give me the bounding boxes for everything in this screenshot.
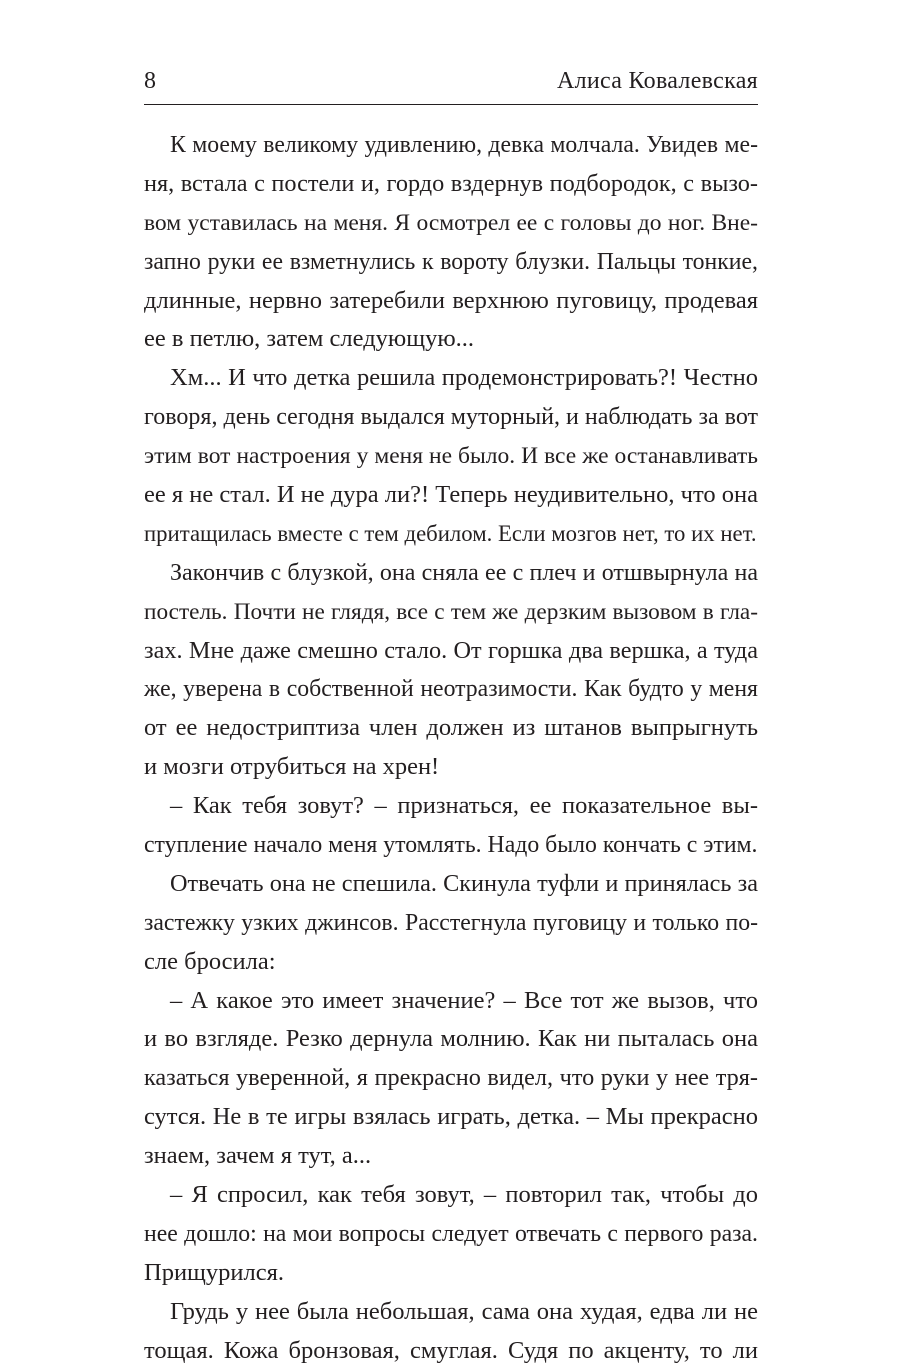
text-line: говоря, день сегодня выдался муторный, и наблюдать за вот bbox=[144, 404, 758, 431]
text-line: этим вот настроения у меня не было. И все же останавливать bbox=[144, 443, 758, 470]
text-line: Грудь у нее была небольшая, сама она худая, едва ли не bbox=[170, 1297, 758, 1325]
text-line: ня, встала с постели и, гордо вздернув подбородок, с вызо- bbox=[144, 169, 758, 197]
text-line: от ее недостриптиза член должен из штанов выпрыгнуть bbox=[144, 714, 758, 742]
text-line: ее в петлю, затем следующую... bbox=[144, 325, 475, 353]
text-line: К моему великому удивлению, девка молчала. Увидев ме- bbox=[170, 132, 758, 158]
text-line: зах. Мне даже смешно стало. От горшка два вершка, а туда bbox=[144, 636, 758, 664]
text-line: запно руки ее взметнулись к вороту блузки. Пальцы тонкие, bbox=[144, 248, 758, 275]
text-line: Хм... И что детка решила продемонстрировать?! Честно bbox=[170, 364, 758, 392]
text-line: казаться уверенной, я прекрасно видел, что руки у нее тря- bbox=[144, 1064, 758, 1092]
page-header bbox=[144, 66, 758, 102]
text-line: вом уставилась на меня. Я осмотрел ее с головы до ног. Вне- bbox=[144, 209, 758, 236]
text-line: сутся. Не в те игры взялась играть, детка. – Мы прекрасно bbox=[144, 1103, 758, 1131]
text-line: – А какое это имеет значение? – Все тот же вызов, что bbox=[170, 986, 758, 1014]
text-line: – Как тебя зовут? – признаться, ее показательное вы- bbox=[170, 792, 758, 820]
text-line: тощая. Кожа бронзовая, смуглая. Судя по акценту, то ли bbox=[144, 1336, 758, 1364]
page-number: 8 bbox=[144, 68, 156, 94]
text-line: и во взгляде. Резко дернула молнию. Как ни пыталась она bbox=[144, 1025, 758, 1053]
text-line: сле бросила: bbox=[144, 947, 276, 975]
body-text bbox=[144, 126, 758, 1371]
running-head-author: Алиса Ковалевская bbox=[556, 68, 758, 94]
text-line: ее я не стал. И не дура ли?! Теперь неудивительно, что она bbox=[144, 481, 758, 509]
text-line: ступление начало меня утомлять. Надо было кончать с этим. bbox=[144, 832, 758, 859]
text-line: знаем, зачем я тут, а... bbox=[144, 1142, 372, 1170]
text-line: длинные, нервно затеребили верхнюю пуговицу, продевая bbox=[144, 286, 758, 314]
text-line: притащилась вместе с тем дебилом. Если мозгов нет, то их нет. bbox=[144, 520, 757, 546]
text-line: Закончив с блузкой, она сняла ее с плеч и отшвырнула на bbox=[170, 559, 758, 586]
text-line: Отвечать она не спешила. Скинула туфли и принялась за bbox=[170, 869, 758, 897]
text-line: нее дошло: на мои вопросы следует отвечать с первого раза. bbox=[144, 1220, 758, 1247]
text-line: застежку узких джинсов. Расстегнула пуговицу и только по- bbox=[144, 909, 758, 936]
header-rule bbox=[144, 104, 758, 105]
text-line: – Я спросил, как тебя зовут, – повторил так, чтобы до bbox=[170, 1181, 758, 1209]
text-line: постель. Почти не глядя, все с тем же дерзким вызовом в гла- bbox=[144, 598, 758, 625]
text-line: же, уверена в собственной неотразимости. Как будто у меня bbox=[144, 676, 758, 703]
text-line: Прищурился. bbox=[144, 1258, 285, 1286]
text-line: и мозги отрубиться на хрен! bbox=[144, 753, 440, 781]
